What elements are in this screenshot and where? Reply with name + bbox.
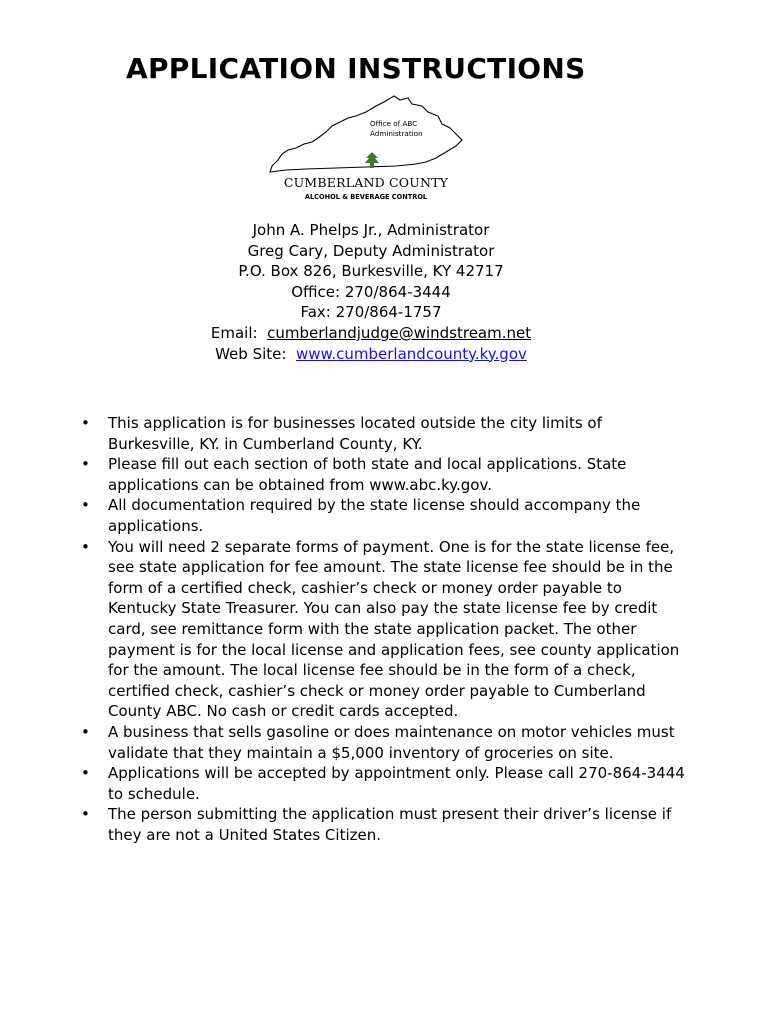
logo-subtitle: ALCOHOL & BEVERAGE CONTROL xyxy=(304,193,428,201)
bullet-icon: • xyxy=(81,496,90,515)
email-link[interactable]: cumberlandjudge@windstream.net xyxy=(267,323,532,342)
email-line xyxy=(0,323,742,344)
contact-block xyxy=(0,220,742,364)
logo-office-line2: Administration xyxy=(370,129,423,138)
list-item-text: All documentation required by the state license should accompany the applications. xyxy=(108,496,641,535)
logo-office-line1: Office of ABC xyxy=(370,119,418,128)
page-title: APPLICATION INSTRUCTIONS xyxy=(126,52,586,85)
list-item-text: A business that sells gasoline or does maintenance on motor vehicles must validate that they maintain a $5,000 inventory of groceries on site. xyxy=(108,722,675,762)
deputy-line: Greg Cary, Deputy Administrator xyxy=(247,241,495,260)
website-label: Web Site: xyxy=(215,344,296,363)
list-item-text: Applications will be accepted by appointment only. Please call 270-864-3444 to schedule. xyxy=(108,764,685,803)
kentucky-map-outline-icon xyxy=(270,96,462,172)
administrator-line: John A. Phelps Jr., Administrator xyxy=(252,221,490,239)
bullet-icon: • xyxy=(81,805,90,824)
bullet-icon: • xyxy=(81,537,90,556)
list-item-text: Please fill out each section of both state and local applications. State applications can be obtained from www.abc.ky.gov. xyxy=(108,455,627,494)
list-item xyxy=(80,454,690,495)
cumberland-county-abc-logo xyxy=(266,92,466,204)
bullet-icon: • xyxy=(81,414,90,432)
bullet-icon: • xyxy=(81,455,90,474)
list-item xyxy=(80,722,690,763)
list-item-text: The person submitting the application must present their driver’s license if they are not a United States Citizen. xyxy=(108,805,672,844)
bullet-icon: • xyxy=(81,722,90,741)
list-item-text: You will need 2 separate forms of payment. One is for the state license fee, see state application for fee amount. The state license fee should be in the form of a certified check, cashier’s check or money order payable to Kentucky State Treasurer. You can also pay the state license fee by credit card, see remittance form with the state application packet. The other payment is for the local license and application fees, see county application for the amount. The local license fee should be in the form of a check, certified check, cashier’s check or money order payable to Cumberland County ABC. No cash or credit cards accepted. xyxy=(108,537,680,721)
list-item xyxy=(80,537,690,722)
list-item xyxy=(80,495,690,536)
list-item xyxy=(80,763,690,804)
website-line xyxy=(0,344,742,365)
list-item-text: This application is for businesses located outside the city limits of Burkesville, KY. in Cumberland County, KY. xyxy=(108,414,602,453)
address-line: P.O. Box 826, Burkesville, KY 42717 xyxy=(238,262,504,281)
fax-line: Fax: 270/864-1757 xyxy=(300,303,442,322)
website-link[interactable]: www.cumberlandcounty.ky.gov xyxy=(295,344,527,363)
list-item xyxy=(80,413,690,454)
office-phone-line: Office: 270/864-3444 xyxy=(291,282,451,301)
tree-icon xyxy=(365,152,379,168)
bullet-icon: • xyxy=(81,764,90,783)
logo-county-name: CUMBERLAND COUNTY xyxy=(283,175,449,190)
instructions-list xyxy=(80,413,690,845)
list-item xyxy=(80,804,690,845)
email-label: Email: xyxy=(210,323,268,342)
